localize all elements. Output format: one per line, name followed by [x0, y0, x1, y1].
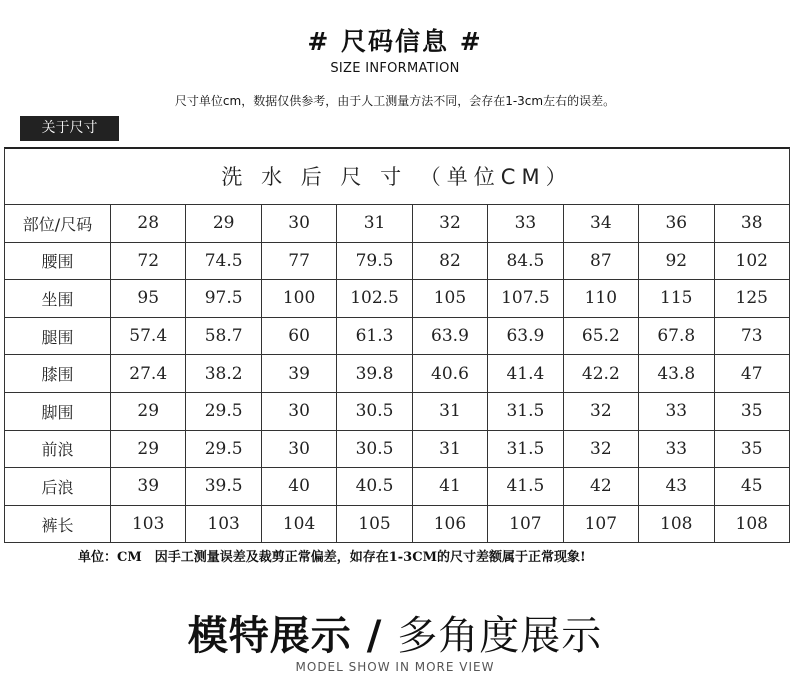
table-row: [5, 430, 790, 468]
size-header-cell: 34: [563, 205, 638, 243]
size-header-cell: 38: [714, 205, 790, 243]
table-cell: 82: [412, 242, 487, 280]
table-cell: 43: [639, 468, 714, 506]
table-cell: 107: [563, 505, 638, 543]
table-cell: 60: [261, 317, 336, 355]
table-cell: 125: [714, 280, 790, 318]
measurement-note: 尺寸单位cm，数据仅供参考，由于人工测量方法不同，会存在1-3cm左右的误差。: [174, 94, 616, 108]
table-cell: 31.5: [488, 392, 563, 430]
size-header-cell: 36: [639, 205, 714, 243]
table-cell: 92: [639, 242, 714, 280]
model-section-title: [0, 604, 790, 661]
table-cell: 32: [563, 392, 638, 430]
table-cell: 63.9: [412, 317, 487, 355]
size-header-row: [5, 205, 790, 243]
table-cell: 31: [412, 430, 487, 468]
table-cell: 43.8: [639, 355, 714, 393]
size-header-cell: 31: [337, 205, 412, 243]
table-cell: 105: [337, 505, 412, 543]
row-label-cell: 裤长: [5, 505, 111, 543]
table-row: [5, 280, 790, 318]
table-cell: 39: [261, 355, 336, 393]
table-cell: 97.5: [186, 280, 261, 318]
table-cell: 107.5: [488, 280, 563, 318]
model-section-subtitle: MODEL SHOW IN MORE VIEW: [295, 660, 495, 674]
table-cell: 30.5: [337, 430, 412, 468]
table-cell: 32: [563, 430, 638, 468]
table-cell: 47: [714, 355, 790, 393]
table-cell: 29: [111, 392, 186, 430]
size-header-cell: 28: [111, 205, 186, 243]
table-cell: 115: [639, 280, 714, 318]
table-cell: 35: [714, 430, 790, 468]
table-cell: 63.9: [488, 317, 563, 355]
table-cell: 29: [111, 430, 186, 468]
table-cell: 41: [412, 468, 487, 506]
row-label-cell: 前浪: [5, 430, 111, 468]
table-cell: 102.5: [337, 280, 412, 318]
table-cell: 67.8: [639, 317, 714, 355]
table-row: [5, 392, 790, 430]
table-caption: 洗 水 后 尺 寸 （单位CM）: [5, 148, 790, 205]
table-cell: 42: [563, 468, 638, 506]
row-label-cell: 脚围: [5, 392, 111, 430]
size-header-cell: 32: [412, 205, 487, 243]
table-cell: 30: [261, 430, 336, 468]
table-cell: 40.5: [337, 468, 412, 506]
table-cell: 31.5: [488, 430, 563, 468]
table-footnote: 单位：CM 因手工测量误差及裁剪正常偏差，如存在1-3CM的尺寸差额属于正常现象!: [78, 550, 586, 565]
row-label-cell: 后浪: [5, 468, 111, 506]
table-cell: 39: [111, 468, 186, 506]
table-cell: 95: [111, 280, 186, 318]
table-cell: 35: [714, 392, 790, 430]
table-cell: 33: [639, 392, 714, 430]
table-cell: 104: [261, 505, 336, 543]
table-cell: 30.5: [337, 392, 412, 430]
table-cell: 33: [639, 430, 714, 468]
table-cell: 103: [186, 505, 261, 543]
table-cell: 65.2: [563, 317, 638, 355]
table-cell: 41.5: [488, 468, 563, 506]
model-title-bold: 模特展示 /: [187, 613, 398, 659]
table-cell: 40: [261, 468, 336, 506]
table-cell: 106: [412, 505, 487, 543]
table-cell: 102: [714, 242, 790, 280]
page-subtitle: SIZE INFORMATION: [330, 61, 460, 76]
table-cell: 107: [488, 505, 563, 543]
table-cell: 110: [563, 280, 638, 318]
header-label-cell: 部位/尺码: [5, 205, 111, 243]
size-header-cell: 33: [488, 205, 563, 243]
table-cell: 40.6: [412, 355, 487, 393]
table-cell: 100: [261, 280, 336, 318]
page-title: # 尺码信息 #: [307, 27, 483, 56]
table-row: [5, 505, 790, 543]
size-table: [4, 148, 790, 543]
table-cell: 42.2: [563, 355, 638, 393]
table-cell: 38.2: [186, 355, 261, 393]
row-label-cell: 坐围: [5, 280, 111, 318]
table-cell: 29.5: [186, 392, 261, 430]
table-cell: 73: [714, 317, 790, 355]
row-label-cell: 膝围: [5, 355, 111, 393]
table-cell: 79.5: [337, 242, 412, 280]
table-cell: 87: [563, 242, 638, 280]
model-title-light: 多角度展示: [397, 613, 603, 659]
table-cell: 27.4: [111, 355, 186, 393]
row-label-cell: 腿围: [5, 317, 111, 355]
table-cell: 108: [639, 505, 714, 543]
table-cell: 108: [714, 505, 790, 543]
table-cell: 84.5: [488, 242, 563, 280]
table-cell: 57.4: [111, 317, 186, 355]
table-cell: 39.8: [337, 355, 412, 393]
size-header-cell: 29: [186, 205, 261, 243]
table-cell: 61.3: [337, 317, 412, 355]
table-cell: 30: [261, 392, 336, 430]
table-cell: 103: [111, 505, 186, 543]
table-cell: 74.5: [186, 242, 261, 280]
table-row: [5, 317, 790, 355]
table-cell: 39.5: [186, 468, 261, 506]
table-row: [5, 355, 790, 393]
table-cell: 29.5: [186, 430, 261, 468]
table-cell: 45: [714, 468, 790, 506]
table-cell: 77: [261, 242, 336, 280]
table-cell: 72: [111, 242, 186, 280]
section-tag: 关于尺寸: [20, 116, 119, 141]
row-label-cell: 腰围: [5, 242, 111, 280]
table-cell: 41.4: [488, 355, 563, 393]
table-cell: 58.7: [186, 317, 261, 355]
table-cell: 105: [412, 280, 487, 318]
size-table-container: [4, 148, 790, 543]
table-row: [5, 242, 790, 280]
table-cell: 31: [412, 392, 487, 430]
size-header-cell: 30: [261, 205, 336, 243]
table-row: [5, 468, 790, 506]
